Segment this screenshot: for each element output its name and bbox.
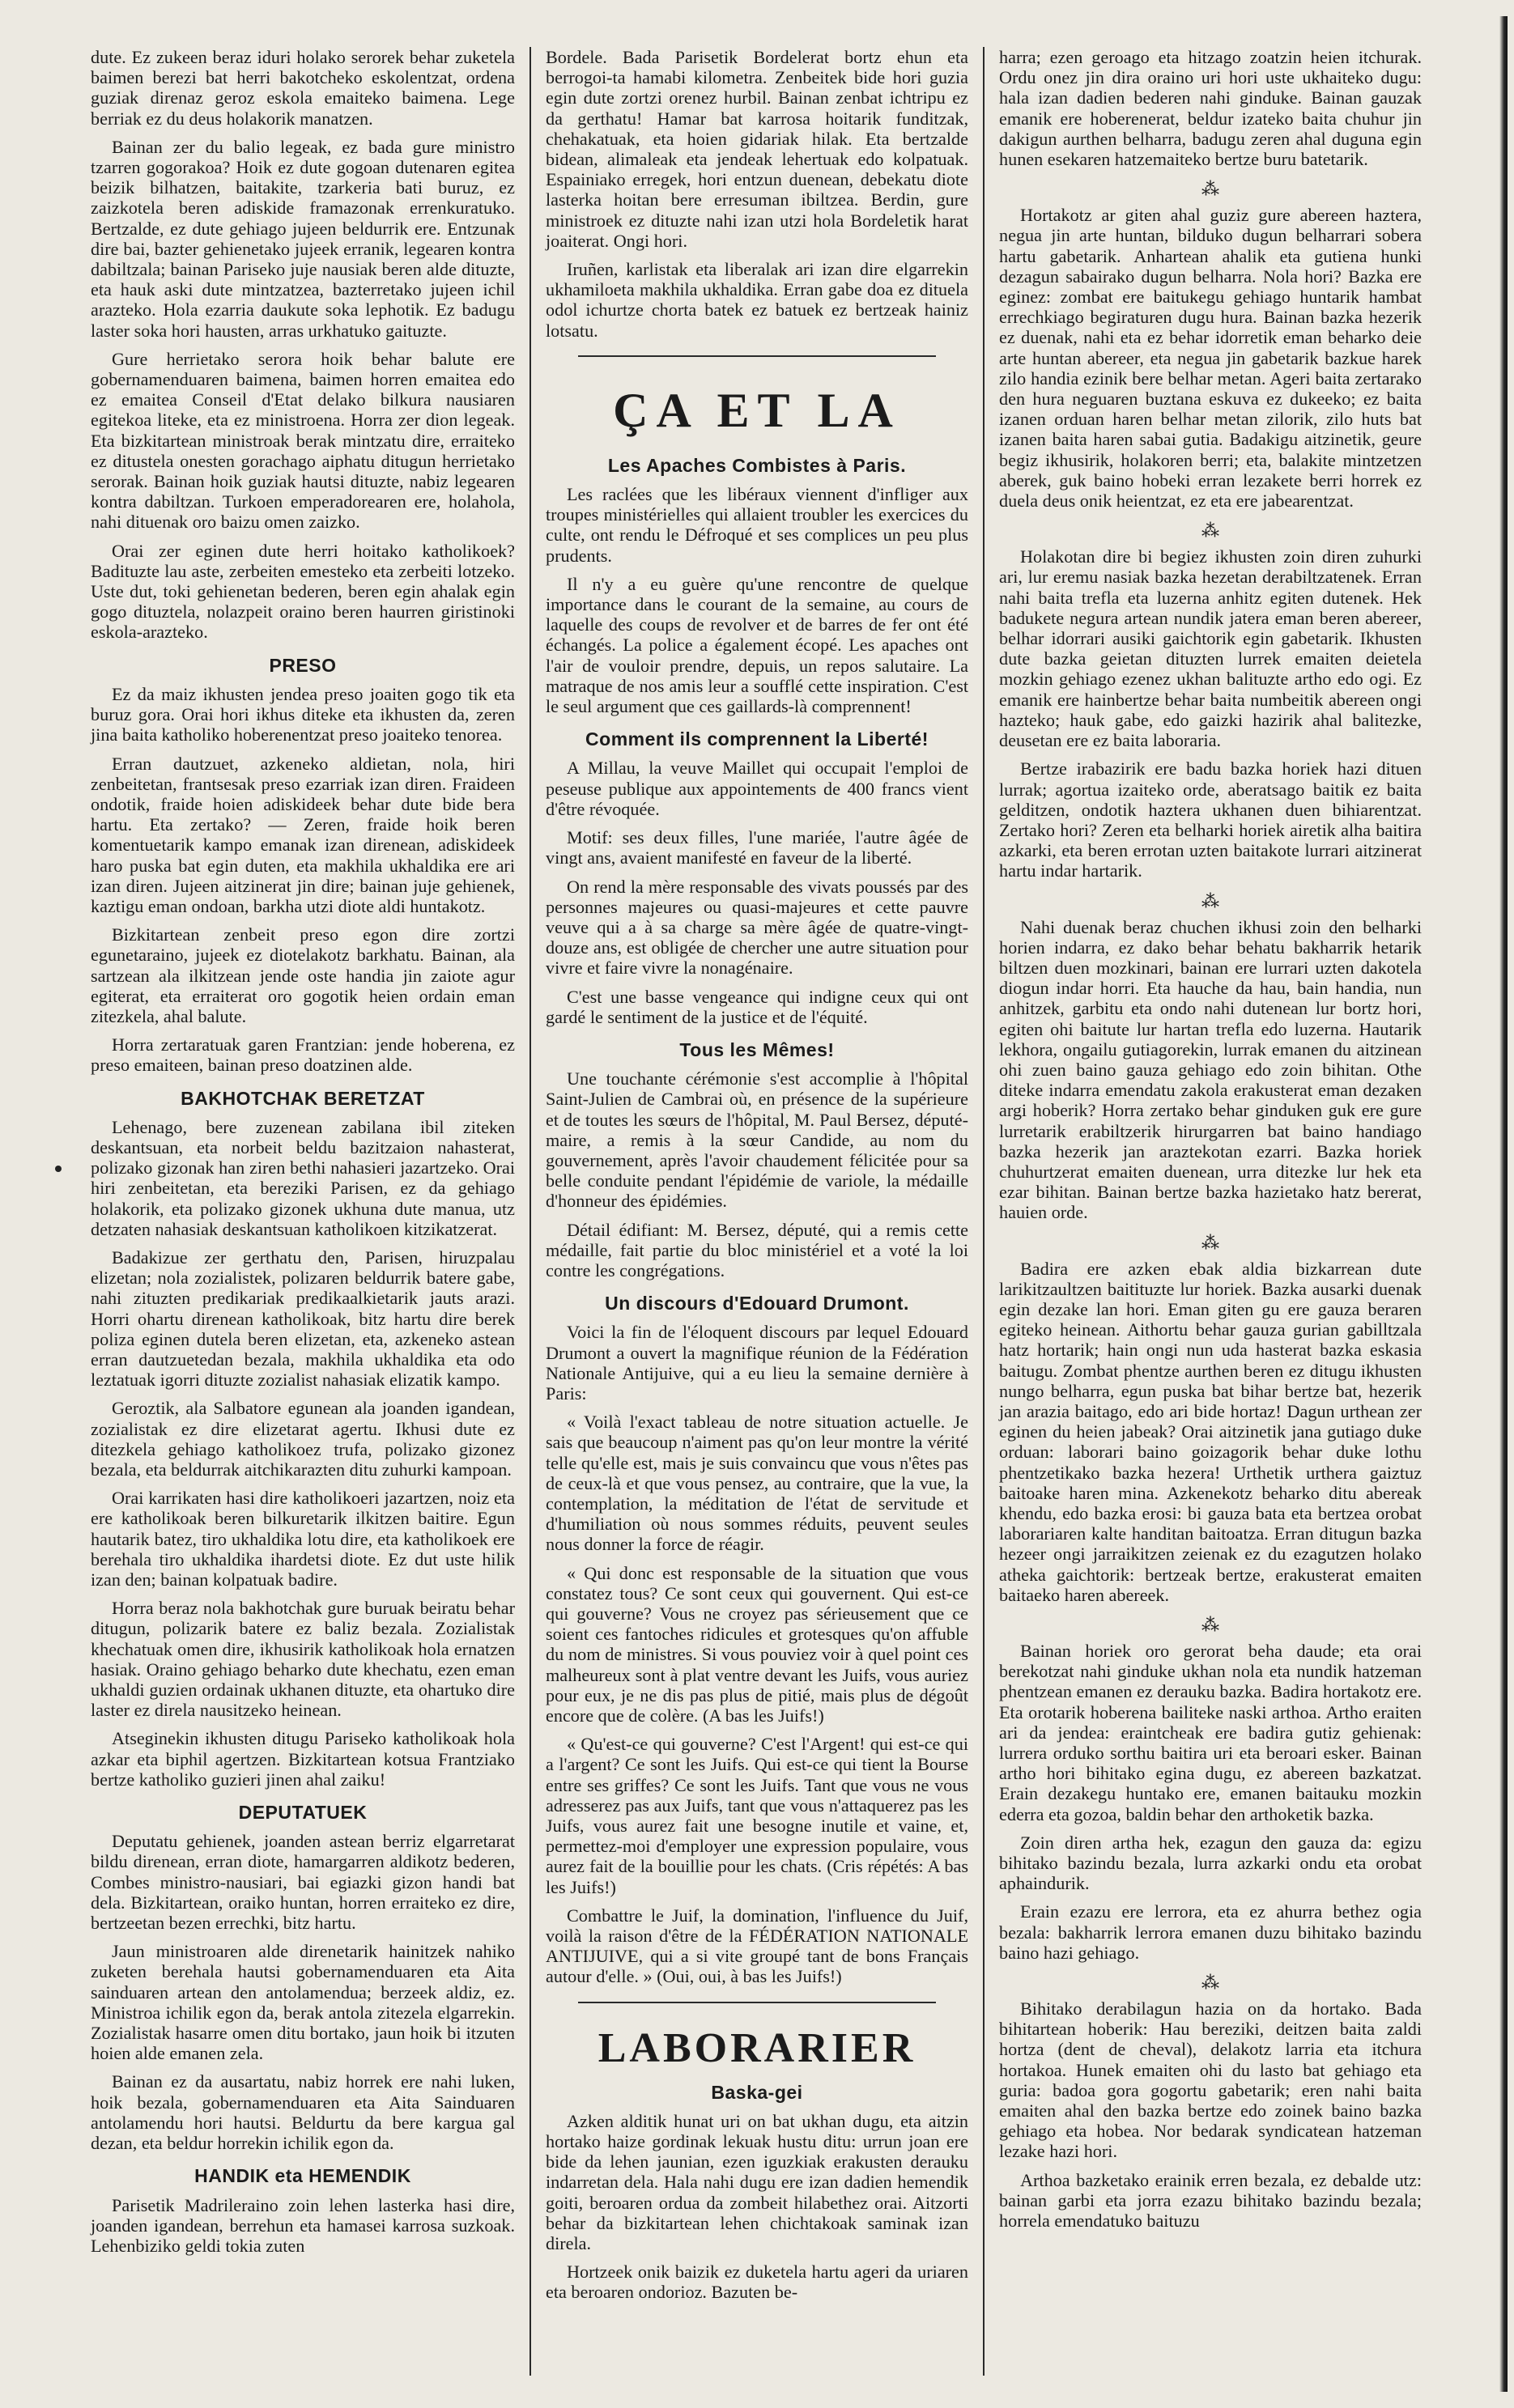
- paragraph: Motif: ses deux filles, l'une mariée, l'autre âgée de vingt ans, avaient manifesté en faveur de la liberté.: [546, 827, 968, 868]
- paragraph: A Millau, la veuve Maillet qui occupait l'emploi de peseuse publique aux appointements de 400 francs vient d'être révoquée.: [546, 758, 968, 819]
- paragraph: Zoin diren artha hek, ezagun den gauza da: egizu bihitako bazindu bezala, lurra azkarki ondu eta orobat aphaindurik.: [999, 1832, 1422, 1894]
- article-heading-apaches: Les Apaches Combistes à Paris.: [607, 454, 907, 476]
- section-heading-preso: PRESO: [269, 654, 337, 676]
- paragraph: Bertze irabazirik ere badu bazka horiek hazi dituen lurrak; agortua izaiteko orde, aberatsago baitik ez baita gelditzen, ondotik haztera ukhanen duen bihiarentzat. Zertako hori? Zeren eta belharki horiek airetik alha baitira azkarki, eta beren errotan uzten baitakote lurrari aitzinerat hartu indar hartarik.: [999, 758, 1422, 881]
- paragraph: Gure herrietako serora hoik behar balute ere gobernamenduaren baimena, baimen horren emaitea edo ez emaitea Conseil d'Etat delako bilkura nausiaren egitekoa liteke, eta ez ministroena. Horra zer dion legeak. Eta bizkitartean ministroak berak mintzatu dire, erraiteko ez ditustela onesten gorachago aiphatu ditugun herrietako serorak. Bainan hoik guziak hautsi dituzte, nabiz legearen kontra dabiltzan. Turkoen emperadorearen ere, holahola, nahi dituenak oro baizu omen zaizko.: [91, 348, 515, 533]
- divider: [578, 355, 936, 357]
- paragraph: Badira ere azken ebak aldia bizkarrean dute larikitzaultzen baitituzte lur horiek. Bazka ausarki duenak egin dezake lan hori. Eman giten gu ere gauza beraren egiteko heinean. Aithortu behar gauza gurian gabilltzala hatz hortarik; hain ongi nun uda hasterat bazka eskasia baitugu. Zombat phentze aurthen beren ez ditugu ikhusten nungo belharra, egun puska bat bihar bertze bat, hezerik jan arazia baitago, edo ari bide hortaz! Dagun urthean zer eginen du heien jabeak? Orai aitzinetik jana gutiago duke orduan: laborari baino goizagorik behar duke lothu phentzetikako bazka hezera! Urthetik urthera gaiztuz baitoake haren mina. Azkenekotz beharko ditu abereak khendu, edo bazka erosi: bi gauza bata eta bertzea orobat laborariaren kalte handitan baitoatza. Erran ditugun bazka hezeer ongi jarraikitzen zeienak ez du ezagutzen holako atheka gaichtorik: bertzeak bertze, erakusterat emaiten baitaeko haren abereek.: [999, 1258, 1422, 1605]
- paragraph: Nahi duenak beraz chuchen ikhusi zoin den belharki horien indarra, ez dako behar behatu bakharrik hetarik biltzen duen mozkinari, bainan ere lurrari uzten dakotela diogun indar horri. Eta hauche da hau, bain handia, nun anhitzek, garbitu eta ondo nahi dutenean lur bortz hori, egiten ohi baitute lur hartan trefla edo luzerna. Hautarik lekhora, ongailu gutiagorekin, lurrak emanen du aitzinean ohi zuen baino gauza gehiago edo zoin bihitan. Othe diteke indarra emendatu zakola erakusterat eman dezaken argi hoberik? Horra zertako behar ginduken guk ere gure lurretarik erabiltzerik hirurgarren bat baino handiago bazka hezerik jan araztekotan ezarri. Bazka horiek chuhurtzerat emaiten duenean, urra ditezke lur hek eta ezar bihitan. Bainan bertze bazka hazietako hatz bererat, hauien orde.: [999, 916, 1422, 1223]
- paragraph: Atseginekin ikhusten ditugu Pariseko katholikoak hola azkar eta biphil agertzen. Bizkitartean kotsua Frantziako bertze katholiko guzieri jinen ahal zaiku!: [91, 1728, 515, 1790]
- paragraph: Jaun ministroaren alde direnetarik hainitzek nahiko zuketen berehala hautsi gobernamenduaren eta Aita sainduaren artean den antolamendua; berzeek aldiz, ez. Ministroa ichilik egon da, berak antola zitezela elgarrekin. Zozialistak hasarre omen ditu bortako, jaun hoik bi itzuten hoien alde emanen zela.: [91, 1941, 515, 2064]
- article-heading-baska-gei: Baska-gei: [711, 2081, 803, 2103]
- paragraph: On rend la mère responsable des vivats poussés par des personnes majeures ou quasi-majeures et cette pauvre veuve qui a à sa charge sa mère âgée de quatre-vingt-douze ans, est obligée de chercher une autre situation pour vivre et faire vivre la nonagénaire.: [546, 876, 968, 979]
- paragraph: Ez da maiz ikhusten jendea preso joaiten gogo tik eta buruz gora. Orai hori ikhus diteke eta ikhusten da, zeren jina baita katholiko hoberenentzat preso joaiteko tenorea.: [91, 683, 515, 745]
- paragraph: Geroztik, ala Salbatore egunean ala joanden igandean, zozialistak ez dire elizetarat agertu. Ikhusi dute ez ditezkela gehiago katholikoez trufa, polizako gizonez bezala, eta beldurrak aitchikarazten ditu zuhurki kampoan.: [91, 1398, 515, 1480]
- paragraph: Arthoa bazketako erainik erren bezala, ez debalde utz: bainan garbi eta jorra ezazu bihitako bazindu bezala; horrela emendatuko baituzu: [999, 2169, 1422, 2232]
- section-heading-handik: HANDIK eta HEMENDIK: [194, 2165, 411, 2187]
- paragraph: C'est une basse vengeance qui indigne ceux qui ont gardé le sentiment de la justice et de l'équité.: [546, 986, 968, 1027]
- asterism-separator: ⁂: [1201, 179, 1219, 200]
- paragraph: Hortzeek onik baizik ez duketela hartu ageri da uriaren eta beroaren ondorioz. Bazuten be-: [546, 2261, 968, 2303]
- paragraph: Orai zer eginen dute herri hoitako katholikoek? Badituzte lau aste, zerbeiten emesteko eta zerbeiti lotzeko. Uste dut, toki gehienetan bederen, beren egin ahalak egin gogo dituztela, nolazpeit oraino beren haurren giristinoki eskola-arazteko.: [91, 540, 515, 643]
- column-left: [76, 47, 529, 2376]
- paragraph: Bizkitartean zenbeit preso egon dire zortzi egunetaraino, jujeek ez diotelakotz barkhatu. Bainan, ala sartzean ala ilkitzean jende oste handia jin zaiote agur egiterat, eta erraiterat oro gogotik heien ordain eman zitezkela, ahal balute.: [91, 924, 515, 1026]
- paragraph: « Voilà l'exact tableau de notre situation actuelle. Je sais que beaucoup n'aiment pas qu'on leur montre la vérité telle qu'elle est, mais je suis convaincu que vous n'êtes pas de ceux-là et que vous pensez, au contraire, que la vue, la contemplation, la méditation de l'état de servitude et d'humiliation où nous sommes réduits, peuvent seules nous donner la force de réagir.: [546, 1412, 968, 1555]
- paragraph: Azken alditik hunat uri on bat ukhan dugu, eta aitzin hortako haize gordinak lekuak hustu ditu: urrun joan ere bide da lehen jaunian, ezen iguzkiak erakusten derauku indarretan dela. Hala nahi dugu ere izan dadien hemendik goiti, beroaren ordua da zombeit hilabethez orai. Aitzorti behar da bizkitartean lehen chichtakoak saminak izan direla.: [546, 2110, 968, 2254]
- asterism-separator: ⁂: [1201, 1615, 1219, 1636]
- paragraph: Horra beraz nola bakhotchak gure buruak beiratu behar ditugun, polizarik batere ez baliz bezala. Zozialistak khechatuak omen dire, ikhusirik katholikoak hola ernatzen hasiak. Oraino gehiago beharko dute khechatu, ezen eman ukhaldi guzien ordainak ukhanen dituzte, eta ohartuko dire laster ez direla nausitzeko heinean.: [91, 1598, 515, 1721]
- paragraph: Deputatu gehienek, joanden astean berriz elgarretarat bildu direnean, erran diote, hamargarren aldikotz bederen, Combes ministro-nausiari, bai egiazki gizon handi bat dela. Bizkitartean, oraiko huntan, horren erraiteko ez dire, bertzeetan bezen errechki, bitz hartu.: [91, 1831, 515, 1934]
- asterism-separator: ⁂: [1201, 1232, 1219, 1253]
- section-heading-bakhotchak: BAKHOTCHAK BERETZAT: [181, 1087, 425, 1109]
- paragraph: « Qu'est-ce qui gouverne? C'est l'Argent! qui est-ce qui a l'argent? Ce sont les Juifs. Qui est-ce qui tient la Bourse entre ses griffes? Ce sont les Juifs. Tant que vous ne vous adresserez pas aux Juifs, tant que vous n'attaquerez pas les Juifs, vous aurez fait une besogne inutile et vaine, et, permettez-moi d'employer une expression populaire, vous aurez fait de la bouillie pour les chats. (Cris répétés: A bas les Juifs!): [546, 1734, 968, 1897]
- paragraph: Badakizue zer gerthatu den, Parisen, hiruzpalau elizetan; nola zozialistek, polizaren beldurrik batere gabe, nahi zituzten predikariak predikaalkietarik jauts arazi. Horri ohartu direnean katholikoak, bitz hartu dire berek poliza eginen dutela beren elizetan, eta, azkeneko astean erran dautzuetedan bezala, makhila ukhaldika eta odo leztatuak igorri dituzte zozialist nahasiak elizatik kampo.: [91, 1246, 515, 1391]
- paragraph: Horra zertaratuak garen Frantzian: jende hoberena, ez preso emaiteen, bainan preso doatzinen alde.: [91, 1034, 515, 1076]
- article-heading-drumont: Un discours d'Edouard Drumont.: [605, 1293, 909, 1314]
- paragraph: Holakotan dire bi begiez ikhusten zoin diren zuhurki ari, lur eremu nasiak bazka hezetan derabiltzatenek. Erran nahi baita trefla eta luzerna anhitz egiten dutenek. Hek badukete negura artean nundik jatera eman beren abereer, belhar idorrari ausiki gaichtorik egin gabetarik. Ikhusten dute bazka geietan dituzten lurrek emaiten deietela mozkin gehiago ezenez ukhan balituzte artho edo ogi. Ez emanik ere hainbertze behar baita numbeitik abereen ongi hazteko; hauk gabe, edo gaizki hazirik ahal balitezke, deusetan ere ez baita laboraria.: [999, 546, 1422, 751]
- paragraph: Bainan zer du balio legeak, ez bada gure ministro tzarren gogorakoa? Hoik ez dute gogoan dutenaren egitea beizik bilhatzen, baitakite, tzarkeria bati buruz, ez zaizkotela beren adiskide framazonak errenkuratuko. Bertzalde, ez dute gehiago jujeen beldurrik ere. Entzunak dire bai, bazter gehienetako jujeek erranik, legearen kontra dabiltzala; bainan Pariseko juje nausiak beren alde dituzte, eta hauk aski dute mintzatzea, bazterretako jujeen ichil arazteko. Hola ezarria daukute soka lephotik. Ez badugu laster soka hori hausten, arras urkhatuko gaituzte.: [91, 136, 515, 341]
- paragraph: Hortakotz ar giten ahal guziz gure abereen haztera, negua jin arte huntan, bilduko dugun belharrari sobera hartu gabetarik. Anhartean ahalik eta gutiena hunki dezagun sabairako dugun belharra. Nola hori? Bazka ere eginez: zombat ere baitukegu gehiago huntarik hambat errechkiago begiraturen dugu hura. Bainan bazka hezerik ez duenak, nahi eta ez behar idorretik eman beharko deie arte huntan abereer, eta negua jin gabetarik bazkue harek zilo handia ezinik bere belhar metan. Ageri baita zertarako den hura neguaren buztana eskuva ez dukeeko; ez baita izanen orduan haren belhar metan zilorik, zilo huts bat izanen baita haren sabai gutia. Badakigu aitzinetik, geure begiz ikhusirik, holakoren berri; eta, balakite mintzetzen aberek, guk baino hobeki erran lezakete berri horrek ez duela deus onik heientzat, ez eta ere jabearentzat.: [999, 205, 1422, 512]
- article-heading-memes: Tous les Mêmes!: [679, 1038, 835, 1060]
- asterism-separator: ⁂: [1201, 890, 1219, 911]
- paragraph: Combattre le Juif, la domination, l'influence du Juif, voilà la raison d'être de la FÉDÉRATION NATIONALE ANTIJUIVE, qui a si vite groupé tant de bons Français autour d'elle. » (Oui, oui, à bas les Juifs!): [546, 1905, 968, 1987]
- section-heading-deputatuek: DEPUTATUEK: [238, 1802, 368, 1824]
- paragraph: Les raclées que les libéraux viennent d'infliger aux troupes ministérielles qui allaient troubler les exercices du culte, ont rendu le Défroqué et ses complices un peu plus prudents.: [546, 484, 968, 566]
- paragraph: harra; ezen geroago eta hitzago zoatzin heien itchurak. Ordu onez jin dira oraino uri hori uste ukhaiteko dugu: hala izan dadien bederen nahi ginduke. Bainan gauzak emanik ere hoberenerat, beldur izateko baita chuhur jin dakigun aurthen belharra, badugu zeren ahal duguna egin hunen esekaren hatzemaiteko bertze buru batetarik.: [999, 47, 1422, 170]
- paragraph: Lehenago, bere zuzenean zabilana ibil ziteken deskantsuan, eta norbeit beldu bazitzaion nahasterat, polizako gizonak han ziren bethi nahasieri jazartzeko. Orai hiri zenbeitetan, eta bereziki Parisen, ez da gehiago holakorik, eta polizako gizonek ukhuna dute manua, utz detzaten nahasiak deskantsuan katholikoen kitzikatzerat.: [91, 1116, 515, 1239]
- asterism-separator: ⁂: [1201, 1973, 1219, 1994]
- section-title-laborarier: LABORARIER: [598, 2024, 916, 2071]
- paragraph: Bainan horiek oro gerorat beha daude; eta orai berekotzat nahi ginduke ukhan nola eta nundik hatzeman phentzean emanen ez derauku bazka. Badira hortakotz ere. Eta orotarik hoberena bailiteke naski arthoa. Artho eraiten ari da jendea: eraintcheak ere badira gutiz gehienak: lurrera orduko sorthu baitira uri eta beroari esker. Bainan artho hori bihitako egina dugu, ez abereen bazkatzat. Erain dezakegu huntako ere, emanen baitauku mozkin ederra eta gozoa, baldin behar den arthoketik bazka.: [999, 1641, 1422, 1824]
- paragraph: Orai karrikaten hasi dire katholikoeri jazartzen, noiz eta ere katholikoak beren bilkuretarik ilkitzen baitire. Egun hautarik batez, tiro ukhaldika lotu dire, eta katholikoek ere berehala tiro ukhaldika ihardetsi diote. Ez dut uste hilik izan den; bainan kolpatuak badire.: [91, 1488, 515, 1590]
- paragraph: Il n'y a eu guère qu'une rencontre de quelque importance dans le courant de la semaine, au cours de laquelle des coups de revolver et de barres de fer ont été échangés. La police a également écopé. Les apaches ont l'air de vouloir prendre, depuis, un repos salutaire. La matraque de nos amis leur a soufflé cette inspiration. C'est le seul argument que ces gaillards-là comprennent!: [546, 573, 968, 717]
- paragraph: Parisetik Madrileraino zoin lehen lasterka hasi dire, joanden igandean, berrehun eta hamasei karrosa suzkoak. Lehenbiziko geldi tokia zuten: [91, 2194, 515, 2256]
- column-right: [983, 47, 1436, 2376]
- divider: [578, 2002, 936, 2003]
- asterism-separator: ⁂: [1201, 520, 1219, 541]
- paragraph: Une touchante cérémonie s'est accomplie à l'hôpital Saint-Julien de Cambrai où, en présence de la supérieure et de toutes les sœurs de l'hôpital, M. Paul Bersez, député-maire, a remis à la sœur Candide, au nom du gouvernement, après l'avoir chaudement félicitée pour sa belle conduite pendant l'épidémie de variole, la médaille d'honneur des épidémies.: [546, 1068, 968, 1212]
- paragraph: Bordele. Bada Parisetik Bordelerat bortz ehun eta berrogoi-ta hamabi kilometra. Zenbeitek bide hori guzia egin dute zortzi orenez hurbil. Bainan zenbat ichtripu ez da gerthatu! Hamar bat karrosa hoitarik funditzak, chehakatuak, eta hoien gidariak hilak. Eta bertzalde bidean, alimaleak eta jendeak lehertuak edo kolpatuak. Espainiako erregek, hori entzun duenean, debekatu diote lasterka hoitan bere erresuman ibiltzea. Berdin, gure ministroek ez dituzte nahi izan utzi hola Bordeletik harat joaiterat. Ongi hori.: [546, 47, 968, 251]
- paragraph: Détail édifiant: M. Bersez, député, qui a remis cette médaille, fait partie du bloc ministériel et a voté la loi contre les congrégations.: [546, 1219, 968, 1280]
- paragraph: Erran dautzuet, azkeneko aldietan, nola, hiri zenbeitetan, frantsesak preso ezarriak izan diren. Fraideen ondotik, fraide hoien adiskideek behar dute bide bera hartu. Eta zertako? — Zeren, fraide hoik beren komentuetarik kampo emanak izan direnean, adiskideek haro puska bat egin duten, eta makhila ukhaldika ere ari izan diren. Jujeen aitzinerat jin dire; bainan juje gehienek, kaztigu eman ondoan, barkha utzi diote aldi huntakotz.: [91, 753, 515, 916]
- paragraph: Voici la fin de l'éloquent discours par lequel Edouard Drumont a ouvert la magnifique réunion de la Fédération Nationale Antijuive, qui a eu lieu la semaine dernière à Paris:: [546, 1322, 968, 1404]
- page-edge-shadow: [1499, 16, 1508, 2392]
- section-title-ca-et-la: ÇA ET LA: [613, 383, 901, 437]
- paragraph: Erain ezazu ere lerrora, eta ez ahurra bethez ogia bezala: bakharrik lerrora emanen duzu bihitako bazindu baino hazi gehiago.: [999, 1901, 1422, 1963]
- column-middle: [529, 47, 983, 2376]
- paragraph: Bainan ez da ausartatu, nabiz horrek ere nahi luken, hoik bezala, gobernamenduaren eta Aita Sainduaren antolamendu hori hautsi. Beldurtu da bere kargua gal dezan, eta beldur horrekin ichilik egon da.: [91, 2071, 515, 2154]
- article-heading-liberte: Comment ils comprennent la Liberté!: [585, 728, 929, 750]
- binding-hole: [55, 1166, 62, 1172]
- paragraph: Bihitako derabilagun hazia on da hortako. Bada bihitartean hoberik: Hau bereziki, deitzen baita zaldi hortza (dent de cheval), delakotz larria eta itchura hortakoa. Hunek emaiten ohi du lasto bat gehiago eta guria: badoa gora gogortu gabetarik; eren nahi baita emaiten ahal den bazka bertze edo zoinek baino bazka gehiago eta hobea. Nor bedarak syndicatean hatzeman lezake hazi hori.: [999, 1998, 1422, 2162]
- paragraph: dute. Ez zukeen beraz iduri holako serorek behar zuketela baimen berezi bat herri bakotcheko eskolentzat, ordena guziak direnaz geroz eskola emaiteko baimena. Lege berriak ez du deus holakorik manatzen.: [91, 47, 515, 129]
- paragraph: Iruñen, karlistak eta liberalak ari izan dire elgarrekin ukhamiloeta makhila ukhaldika. Erran gabe doa ez dituela odol ichurtze chorta batek ez batuek ez bertzeak hainiz lotsatu.: [546, 259, 968, 341]
- paragraph: « Qui donc est responsable de la situation que vous constatez tous? Ce sont ceux qui gouvernent. Qui est-ce qui gouverne? Vous ne croyez pas sérieusement que ce soient ces fantoches ridicules et grotesques qu'on affuble du nom de ministres. Si vous pouviez voir à quel point ces malheureux sont à plat ventre devant les Juifs, vous auriez pour eux, je ne dis pas plus de pitié, mais plus de dégoût encore que de colère. (A bas les Juifs!): [546, 1562, 968, 1726]
